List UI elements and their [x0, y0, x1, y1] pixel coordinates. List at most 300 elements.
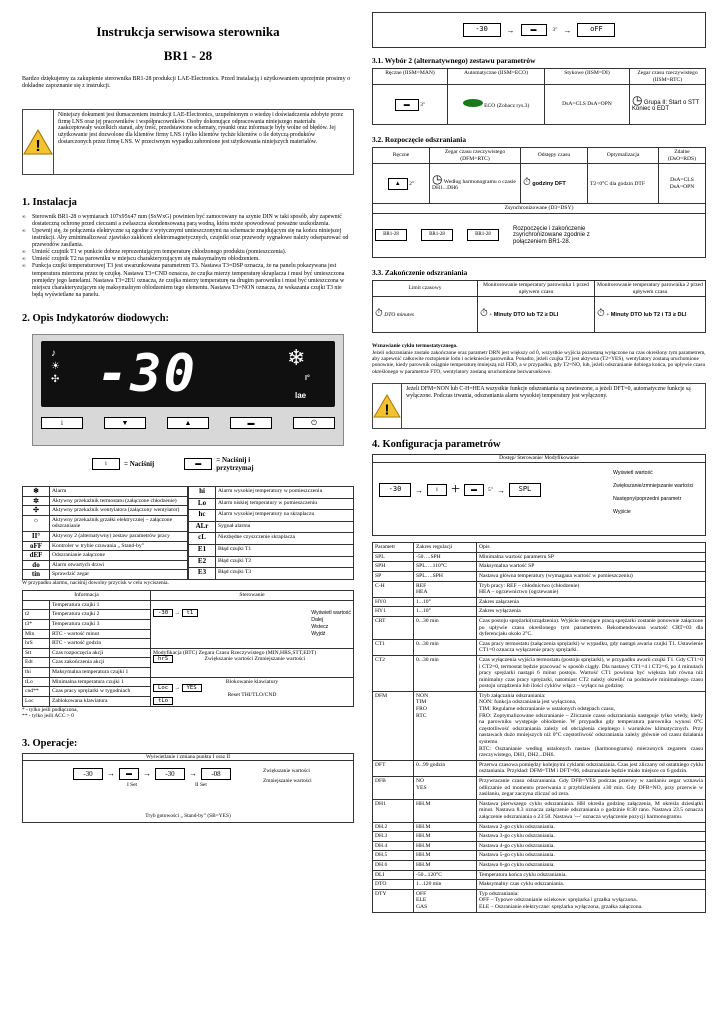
list-item: ∞ Umieść czujnik T1 w punkcie dobrze reprezentującym temperaturę chłodzonego produktu (pomieszczenia). [32, 249, 354, 256]
config-labels [613, 467, 693, 519]
param-range: HH.M [414, 832, 477, 842]
indicator-row [23, 506, 188, 516]
indicator-text: Odszranianie załączone [50, 551, 188, 561]
defrost-icon: ☀ [51, 360, 60, 372]
info-key: Min [23, 629, 50, 639]
param-name: DTO [373, 880, 414, 890]
dsa-cls: DsA=CLS [670, 177, 694, 184]
button-legend [92, 456, 354, 472]
operations-diagram [73, 768, 231, 780]
right-column [372, 0, 706, 913]
lcd-text: hrS [153, 655, 173, 663]
param-name: DLI [373, 870, 414, 880]
dsa-cls: DsA=CLS [562, 101, 586, 108]
param-row [373, 760, 706, 776]
snowflake-icon: ❄ [287, 344, 306, 370]
indicator-symbol: II° [23, 531, 50, 541]
limit-cell [373, 297, 478, 333]
sync-note: Rozpoczęcie i zakończenie zsynchronizowane zgodnie z połączeniem BR1-28. [513, 225, 590, 245]
timer-icon: ⏱ [523, 177, 531, 189]
indicator-text: Aktywny przekaźnik grzałki elektrycznej – załączone odszranianie [50, 515, 188, 531]
config-header: Dostęp/ Sterowanie/ Modyfikowanie [373, 455, 705, 462]
param-name: SPL [373, 552, 414, 562]
param-row [373, 639, 706, 655]
rtc-modify-label: Modyfikacja (RTC) Zegara Czasu Rzeczywistego (MIN,HRS,STT,EDT) [153, 649, 316, 656]
arrow-icon: → [563, 25, 572, 35]
controller-label: BR1-28 [383, 232, 399, 238]
indicator-text: Alarm wysokiej temperatury na skraplaczu [216, 510, 354, 522]
set-key-icon: ▬ [521, 24, 547, 36]
info-value: RTC - wartość minut [50, 629, 151, 639]
control-cell-rtc [151, 648, 354, 677]
eco-leaf-icon [463, 99, 483, 107]
indicator-row [23, 570, 188, 580]
hold-time: 5" [488, 486, 493, 493]
col-desc: Opis [477, 543, 706, 553]
indicator-row [189, 498, 354, 510]
info-button[interactable]: i [41, 417, 83, 429]
indicator-table [22, 486, 354, 580]
controller-box [421, 229, 453, 241]
info-header: Informacja [23, 591, 151, 601]
param-range: HH.M [414, 822, 477, 832]
indicator-row [23, 551, 188, 561]
info-value: RTC - wartość godzin [50, 639, 151, 649]
param-name: CRT [373, 616, 414, 639]
dsa-opn: DsA=OPN [669, 183, 695, 190]
param-row [373, 889, 706, 912]
param-range: SPL….110°C [414, 562, 477, 572]
info-key [23, 600, 50, 610]
indicator-row [23, 541, 188, 551]
indicator-text: Błąd czujki T3 [216, 568, 354, 580]
indicator-table-right [188, 486, 354, 580]
param-row [373, 880, 706, 890]
param-desc: Nastawa główna temperatury (wymagana wartość w pomieszczeniu) [477, 571, 706, 581]
decrease-label: Zmniejszanie wartości [263, 777, 312, 784]
indicator-symbol: E1 [189, 544, 216, 556]
dto-label: DTO minutes [384, 311, 415, 318]
param-name: DH.2 [373, 822, 414, 832]
power-button[interactable]: ⏻ [293, 417, 335, 429]
info-key: hrS [23, 639, 50, 649]
lcd-text: tLo [153, 697, 173, 705]
timer-icon: ⏱ [597, 307, 605, 319]
param-row [373, 777, 706, 800]
lcd-text: -30 [475, 25, 488, 33]
param-name: CT2 [373, 655, 414, 691]
indicator-text: Sygnał alarmu [216, 521, 354, 533]
optim-cell [588, 164, 659, 204]
param-row [373, 860, 706, 870]
info-key: Edt [23, 658, 50, 668]
param-range: OFF ELE GAS [414, 889, 477, 912]
eco-note: (Zobacz rys.3) [496, 103, 530, 110]
left-column [22, 0, 354, 823]
param-desc: Maksymalna wartość SP [477, 562, 706, 572]
svg-text:!: ! [35, 137, 41, 155]
info-row [23, 648, 354, 658]
info-value: Temperatura czujki 1 [50, 600, 151, 610]
lcd-box [379, 483, 411, 497]
param-row [373, 841, 706, 851]
col-rtc: Zegar czasu rzeczywistego (DFM=RTC) [430, 148, 521, 164]
operations-header: Wyświetlanie i zmiana punktu I oraz II [23, 754, 353, 761]
defrost-warning-text: Jeżeli DFM=NON lub C-H=HEA wszystkie funkcje odszraniania są zawieszone, a jeżeli DFT=0, automatyczne funkcje są wyłączone. Podczas trwania, odszraniania alarm wysokiej temperatury jest wyłączony. [401, 384, 705, 428]
footnote-1: * - tylko jeśli podłączona, [22, 707, 78, 713]
list-item: ∞ Upewnij się, że połączenia elektryczne są zgodne z wytycznymi umieszczonymi na schemacie znajdującym się na końcu niniejszej instrukcji. Aby zminimalizować zjawisko zakłóceń elektromagnetycznych, czujniki oraz przewody sygnałowe należy odseparować od przewodów zasilania. [32, 228, 354, 249]
control-cell-view: -30 → t1 Wyświetl wartość Dalej Wstecz Wyjdź [151, 600, 354, 648]
iset-label: I Set [127, 781, 138, 788]
doc-title: Instrukcja serwisowa sterownika [96, 24, 280, 39]
set-key-icon: ▬ [119, 768, 139, 780]
indicator-text: Sprawdzić zegar [50, 570, 188, 580]
info-row [23, 677, 354, 687]
col-auto: Automatyczne (IISM=ECO) [448, 69, 545, 85]
timer-icon: ⏱ [480, 307, 488, 319]
schedule-text: Według harmonogramu o czasie DH1...DH6 [432, 178, 516, 192]
param-range: REF HEA [414, 581, 477, 597]
indicator-row [189, 486, 354, 498]
info-key: t3* [23, 620, 50, 630]
restart-title: Wznawianie cyklu termostatycznego. [372, 343, 458, 350]
param-row [373, 851, 706, 861]
evap2-cell: ⏱ + Minuty DTO lub T2 i T3 ≥ DLI [595, 297, 706, 333]
param-row [373, 832, 706, 842]
param-row [373, 581, 706, 597]
lcd-text: t1 [182, 609, 199, 617]
param-range: 1...120 min [414, 880, 477, 890]
param-name: SP [373, 571, 414, 581]
param-range: NON TIM FRO RTC [414, 691, 477, 760]
info-row [23, 600, 354, 610]
indicator-symbol: dEF [23, 551, 50, 561]
indicator-row [23, 515, 188, 531]
lcd-text: SPL [518, 485, 532, 494]
clock-icon: ◷ [432, 171, 443, 186]
increase-label: Zwiększanie wartości [263, 767, 310, 774]
param-range: 1...10° [414, 597, 477, 607]
param-name: DTY [373, 889, 414, 912]
remote-cell [659, 164, 706, 204]
param-desc: Nastawa 2-go cyklu odszraniania. [477, 822, 706, 832]
indicator-text: Aktywny 2 (alternatywny) zestaw parametrów pracy [50, 531, 188, 541]
param-desc: Nastawa 6-go cyklu odszraniania. [477, 860, 706, 870]
col-rtc: Zegar czasu rzeczywistego (IISM=RTC) [630, 69, 706, 85]
group-label: Grupa II: [643, 99, 668, 106]
arrow-icon: → [189, 769, 197, 779]
info-value: Czas pracy sprężarki w tygodniach [50, 687, 151, 697]
info-value: Temperatura czujki 3 [50, 620, 151, 630]
warning-text: Niniejszy dokument jest tłumaczeniem instrukcji LAE-Electronics, uzupełnionym o wiedzę i doświadczenia zdobyte przez firmę LNS oraz jej pracowników i współpracowników. Osoby dokonujące odpracowania niniejszego materiału zaakceptowały wszelkich starań, aby treść, przedstawione schematy, rysunki oraz informacje były wolne od błędów. Jej użytkowanie jest dozwolone dla klientów firmy LNS i tylko klientów tychże klientów o ile dotyczą produktów dostarczonych przez firmę LNS. W przeciwnym wypadku zabronione jest użytkowania niniejszych materiałów. [53, 110, 353, 174]
param-desc: Czas pracy termostatu (załączenia sprężarki) w wypadku, gdy nastąpi awaria czujki T1. Ustawienie CT1=0 oznacza wyłączenie pracy sprężarki. [477, 639, 706, 655]
param-name: DFM [373, 691, 414, 760]
controller-display [41, 341, 335, 407]
timer-icon: ⏱ [375, 307, 383, 319]
param-name: SPH [373, 562, 414, 572]
param-desc: Nastawa 5-go cyklu odszraniania. [477, 851, 706, 861]
section-31-title: 3.1. Wybór 2 (alternatywnego) zestawu parametrów [372, 56, 536, 65]
info-key: cnd** [23, 687, 50, 697]
display-unit: I° [305, 374, 310, 382]
display-value: -30 [97, 343, 197, 404]
indicator-text: Alarm otwartych drzwi [50, 560, 188, 570]
indicator-text: Alarm wysokiej temperatury w pomieszczeniu [216, 486, 354, 498]
indicator-row [23, 486, 188, 496]
up-key-icon: ▲ [388, 178, 408, 190]
info-key: thi [23, 668, 50, 678]
indicator-symbol: ☼ [23, 515, 50, 531]
hold-label: = Naciśnij i przytrzymaj [216, 455, 254, 472]
contact-cell [545, 85, 630, 125]
config-label: Następny/poprzedni parametr [613, 496, 682, 503]
col-optim: Optymalizacja [588, 148, 659, 164]
install-list [22, 214, 354, 299]
defrost-warning-box [372, 383, 706, 429]
intro-text: Bardzo dziękujemy za zakupienie sterownika BR1-28 produkcji LAE-Electronics. Przed instalacją i użytkowaniem uprzejmie prosimy o dokładne zapoznanie się z instrukcji. [22, 76, 351, 90]
param-row [373, 562, 706, 572]
group-start: Start o STT [668, 99, 700, 106]
sync-cell [373, 213, 706, 257]
param-row [373, 822, 706, 832]
list-item: ∞ Sterownik BR1-28 o wymiarach 107x95x47 mm (SxWxG) powinien być zamocowany na szynie DIN w taki sposób, aby zapewnić dostateczną ochronę przed cieczami a zwłaszcza skondensowaną parą wodną, która może spowodować poważne uszkodzenia. [32, 214, 354, 228]
yes-text: YES [182, 684, 202, 692]
col-remote: Zdalne (DsO=RDS) [659, 148, 706, 164]
control-label: Wstecz [311, 624, 329, 631]
param-name: DH.3 [373, 832, 414, 842]
manual-cell [373, 164, 430, 204]
param-desc: Minimalna wartość parametru SP [477, 552, 706, 562]
indicator-text: Błąd czujki T1 [216, 544, 354, 556]
param-name: HY0 [373, 597, 414, 607]
param-desc: Temperatura końca cyklu odszraniania. [477, 870, 706, 880]
standby-diagram [372, 12, 706, 48]
doc-model: BR1 - 28 [163, 48, 213, 63]
optim-text: T2<0°C dla godzin DTF [590, 180, 645, 187]
section-32-title: 3.2. Rozpoczęcie odszraniania [372, 135, 467, 145]
indicator-symbol: do [23, 560, 50, 570]
lcd-text: -30 [83, 769, 93, 778]
rtc-cell [630, 85, 706, 125]
param-name: DH.5 [373, 851, 414, 861]
param-desc: Maksymalny czas cyklu odszraniania. [477, 880, 706, 890]
indicator-symbol: hc [189, 510, 216, 522]
indicator-text: Alarm niskiej temperatury w pomieszczeniu [216, 498, 354, 510]
param-desc: Czas postoju sprężarki(urządzenia). Wyjście sterujące pracą sprężarki zostanie ponownie załączone po upływie czasu określonego tym parametrem. Rekomendowana wartość CRT=03 dla dyferencjału około 2°C. [477, 616, 706, 639]
config-label: Wyjście [613, 509, 631, 516]
param-desc: Tryb załączania odszraniania: NON: funkcja odszraniania jest wyłączona, TIM: Regularne odszranianie w ustalonych odstępach czasu, FRO: Zoptymalizowane odszranianie – Zliczanie czasu odszraniania następuje tylko wtedy, kiedy na parowniku występuje oblodzenie. W przypadku gdy temperatura parownika wynosi 0°C częstotliwość odszraniania zależy od obciążenia cieplnego i warunków klimatycznych. Przy nastawach dużo mniejszych niż 0°C częstotliwość odszraniania zależy głównie od czasu działania systemu RTC: Osztanianie według ustalonych nastaw (harmonogramu) mierzonych zegarem czasu rzeczywistego, DH1, DH2...DH6. [477, 691, 706, 760]
indicator-row [23, 531, 188, 541]
col-interval: Odstępy czasu [521, 148, 588, 164]
lcd-text: -30 [153, 609, 173, 617]
param-range: 1...10° [414, 607, 477, 617]
param-row [373, 607, 706, 617]
section-2-title: 2. Opis Indykatorów diodowych: [22, 312, 170, 324]
indicator-row [189, 544, 354, 556]
controller-box [467, 229, 499, 241]
indicator-symbol: ❄ [23, 486, 50, 496]
param-row [373, 597, 706, 607]
param-range: 0...30 min [414, 616, 477, 639]
config-label: Zwiększanie/zmniejszanie wartości [613, 483, 694, 490]
footnote-2: ** - tylko jeśli ACC > 0 [22, 713, 74, 720]
param-range: 0...99 godzin [414, 760, 477, 776]
param-name: CT1 [373, 639, 414, 655]
lcd-box [201, 768, 231, 780]
manual-cell [373, 85, 448, 125]
info-value: Zablokowana klawiatura [50, 697, 151, 707]
controller-label: BR1-28 [429, 232, 445, 238]
config-label: Wyświetl wartość [613, 470, 653, 477]
indicator-symbol: hi [189, 486, 216, 498]
indicator-text: Błąd czujki T2 [216, 556, 354, 568]
set-key-icon: ▬ [464, 484, 484, 496]
lcd-box [463, 23, 501, 37]
hold-time: 3" [552, 26, 558, 33]
col-manual: Ręczne (IISM=MAN) [373, 69, 448, 85]
alarm-icon: ♪ [51, 347, 56, 359]
arrow-icon: → [496, 485, 505, 495]
info-key: Stt [23, 648, 50, 658]
param-row [373, 691, 706, 760]
rtc-cell [430, 164, 521, 204]
lcd-text: -08 [211, 769, 221, 778]
defrost-end-table [372, 280, 706, 333]
lcd-box [577, 23, 615, 37]
press-button-icon: i [92, 458, 120, 470]
indicator-table-left [22, 486, 188, 580]
group-end: Koniec o EDT [632, 106, 670, 113]
auto-cell [448, 85, 545, 125]
param-row [373, 571, 706, 581]
display-left-icons [51, 347, 60, 386]
param-name: C-H [373, 581, 414, 597]
lcd-text: -30 [165, 769, 175, 778]
control-header: Sterowanie [151, 591, 354, 601]
indicator-row [23, 560, 188, 570]
sync-header: Zsynchronizowane (D3=DSY) [373, 204, 706, 214]
param-name: DFB [373, 777, 414, 800]
set-key-icon: ▬ [395, 99, 419, 111]
warning-icon [373, 384, 401, 428]
param-row [373, 799, 706, 822]
lcd-text: -30 [388, 485, 402, 494]
controller-label: BR1-28 [475, 232, 491, 238]
evap2-text: Minuty DTO lub T2 i T3 ≥ DLI [610, 311, 687, 318]
fan-icon: ✣ [51, 373, 60, 385]
clock-icon: ◷ [632, 92, 643, 107]
up-button[interactable]: ▲ [167, 417, 209, 429]
info-key: t2 [23, 610, 50, 620]
press-label: = Naciśnij [124, 459, 155, 468]
set-button[interactable]: ▬ [230, 417, 272, 429]
reset-label: Reset THI/TLO/CND [227, 691, 277, 698]
indicator-row [23, 496, 188, 506]
indicator-text: Niezbędne czyszczenie skraplacza [216, 533, 354, 545]
section-33-title: 3.3. Zakończenie odszraniania [372, 267, 468, 277]
indicator-row [189, 510, 354, 522]
param-range: 0...30 min [414, 639, 477, 655]
indicator-text: Aktywny przekaźnik wentylatora (załączony wentylator) [50, 506, 188, 516]
param-desc: Nastawa 4-go cyklu odszraniania. [477, 841, 706, 851]
param-range: -50….SPH [414, 552, 477, 562]
info-value: Czas zakończenia akcji [50, 658, 151, 668]
control-label: Wyświetl wartość [311, 610, 351, 617]
indicator-row [189, 533, 354, 545]
section-1-title: 1. Instalacja [22, 196, 77, 208]
arrow-icon: → [143, 769, 151, 779]
param-desc: Nastawa 3-go cyklu odszraniania. [477, 832, 706, 842]
indicator-symbol: ✣ [23, 506, 50, 516]
param-desc: Czas wyłączenia wyjścia termostatu (postoju sprężarki), w przypadku awarii czujki T1. Gdy CT1>0 i CT2=0, termostat będzie pracować w sposób ciągły. Dla nastawy CT1=4 i CT2=6, po 4 minutach pracy sprężarki nastąpi 6 minut postoju. Wartość CT1 powinna być większa lub równa niż minimalny czas pracy sprężarki, natomiast CT2 należy określić na podstawie minimalnego czasu postoju urządzenia lub ilości cyklów włącz – wyłącz na godzinę. [477, 655, 706, 691]
control-label: Dalej [311, 617, 324, 624]
hold-time: 3" [420, 101, 426, 108]
indicator-text: Kontroler w trybie czuwania „ Stand-by” [50, 541, 188, 551]
info-key: tLo [23, 677, 50, 687]
param-desc: Typ odszraniania: OFF – Typowe odszranianie ociekowe: sprężarka i grzałka wyłączona.. ELE – Oszranianie elektryczne: sprężarka wyłączona, grzałka załączona. [477, 889, 706, 912]
operations-box [22, 753, 354, 823]
indicator-symbol: Lo [189, 498, 216, 510]
param-name: DH.4 [373, 841, 414, 851]
list-item: ∞ Umieść czujnik T2 na parowniku w miejscu charakteryzującym się maksymalnym oblodzeniem. [32, 256, 354, 263]
controller-buttons [41, 417, 335, 429]
info-table [22, 590, 354, 707]
col-limit: Limit czasowy [373, 280, 478, 296]
indicator-text: Alarm [50, 486, 188, 496]
evap1-text: Minuty DTO lub T2 ≥ DLI [493, 311, 559, 318]
col-evap2: Monitorowanie temperatury parownika 2 przed upływem czasu [595, 280, 706, 296]
param-row [373, 870, 706, 880]
indicator-symbol: tin [23, 570, 50, 580]
arrow-icon: → [107, 769, 115, 779]
param-name: DFT [373, 760, 414, 776]
param-row [373, 655, 706, 691]
indicator-symbol: E2 [189, 556, 216, 568]
section-4-title: 4. Konfiguracja parametrów [372, 439, 501, 451]
param-desc: Zakres wyłączenia [477, 607, 706, 617]
arrow-icon: → [506, 25, 515, 35]
down-button[interactable]: ▼ [104, 417, 146, 429]
sync-diagram [375, 226, 703, 246]
config-box [372, 454, 706, 536]
col-param: Parametr [373, 543, 414, 553]
param-name: DH1 [373, 799, 414, 822]
info-value: Minimalna temperatura czujki 1 [50, 677, 151, 687]
info-key-icon: i [427, 484, 447, 496]
indicator-symbol: E3 [189, 568, 216, 580]
lcd-box [155, 768, 185, 780]
eco-label: ECO [484, 103, 496, 110]
indicator-symbol: cL [189, 533, 216, 545]
controller-panel [32, 334, 344, 446]
hold-time: 2" [409, 180, 415, 187]
evap1-cell: ⏱ + Minuty DTO lub T2 ≥ DLI [478, 297, 595, 333]
params-table [372, 542, 706, 912]
standby-label: Tryb gotowości „ Stand-by” (SB=YES) [145, 813, 231, 820]
param-desc: Przywracanie czasu odszraniania. Gdy DFB=YES podczas przerwy w zasilaniu zegar wznawia odliczanie od momentu przerwania z przybliżeniem ±30 min. Gdy DFB=NO, przy przerwie w zasilaniu, zegar zaczyna zliczać od zera. [477, 777, 706, 800]
indicator-row [189, 521, 354, 533]
col-range: Zakres regulacji [414, 543, 477, 553]
lock-label: Blokowanie klawiatury [225, 678, 279, 685]
param-range: HH.M [414, 860, 477, 870]
param-range: NO YES [414, 777, 477, 800]
dsa-opn: DsA=OPN [587, 101, 612, 108]
param-name: HY1 [373, 607, 414, 617]
param-desc: Przerwa czasowa pomiędzy kolejnymi cyklami odszraniania. Czas jest zliczany od ostatniego cyklu osztaniania. Przykład: DFM=TIM i DFT=06, odszranianie będzie miało miejsce co 6 godzin. [477, 760, 706, 776]
warning-icon [23, 110, 53, 174]
increase-label: Zwiększanie wartości [204, 656, 254, 663]
restart-text: Jeżeli odszranianie zostało zakończone oraz parametr DRN jest większy od 0, wszystkie wyjścia pozostaną wyłączone na czas określony tym parametrem, aby zapewnić całkowite roztopienie lodu i ociekniecie parownika. Ponadto, jeżeli czujka T2 jest aktywna (T2=YES), wentylatory zostaną uruchomione ponownie, kiedy parownik osiągnie temperaturę mniejszą niż FDD, a w przypadku, gdy T2=NO, lub, jeżeli odszranianie dobiega końca, po upływie czasu określonego w parametrze FTO, wentylatory zostaną uruchomione bezwarunkowo. [372, 349, 706, 375]
